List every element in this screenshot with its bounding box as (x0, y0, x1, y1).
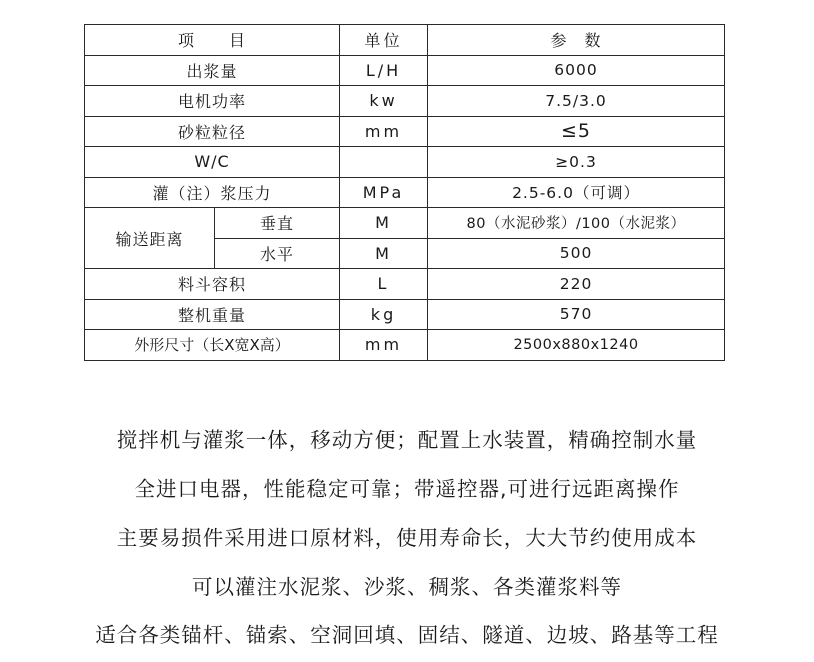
row-value: 500 (428, 238, 725, 269)
description-line: 适合各类锚杆、锚索、空洞回填、固结、隧道、边坡、路基等工程 (95, 623, 719, 647)
row-value: 220 (428, 269, 725, 300)
table-row (85, 269, 725, 300)
description-line: 主要易损件采用进口原材料，使用寿命长，大大节约使用成本 (116, 526, 698, 550)
table-row (85, 299, 725, 330)
row-unit: MPa (340, 177, 428, 208)
row-value: 80（水泥砂浆）/100（水泥浆） (428, 208, 725, 239)
row-item: 料斗容积 (85, 269, 340, 300)
row-unit: mm (340, 116, 428, 147)
table-row (85, 116, 725, 147)
row-item: 外形尺寸（长X宽X高） (85, 330, 340, 361)
row-unit: M (340, 238, 428, 269)
header-unit: 单位 (340, 25, 428, 56)
table-header-row (85, 25, 725, 56)
table-row (85, 208, 725, 239)
description-line: 全进口电器，性能稳定可靠；带遥控器,可进行远距离操作 (134, 477, 680, 501)
row-value: ≤5 (428, 116, 725, 147)
row-value: 7.5/3.0 (428, 86, 725, 117)
row-subitem: 垂直 (215, 208, 340, 239)
description-line: 可以灌注水泥浆、沙浆、稠浆、各类灌浆料等 (192, 575, 622, 599)
row-item: 灌（注）浆压力 (85, 177, 340, 208)
row-value: 6000 (428, 55, 725, 86)
row-unit: mm (340, 330, 428, 361)
header-item: 项 目 (85, 25, 340, 56)
table-row (85, 86, 725, 117)
row-value: 2.5-6.0（可调） (428, 177, 725, 208)
row-value: 570 (428, 299, 725, 330)
table-row (85, 147, 725, 178)
description-line: 搅拌机与灌浆一体，移动方便；配置上水装置，精确控制水量 (116, 428, 698, 452)
row-unit: kw (340, 86, 428, 117)
row-item: 砂粒粒径 (85, 116, 340, 147)
table-row (85, 330, 725, 361)
table-row (85, 55, 725, 86)
table-row (85, 177, 725, 208)
row-item: 出浆量 (85, 55, 340, 86)
row-unit: L/H (340, 55, 428, 86)
row-subitem: 水平 (215, 238, 340, 269)
row-value: 2500x880x1240 (428, 330, 725, 361)
group-label: 输送距离 (85, 208, 215, 269)
header-value: 参 数 (428, 25, 725, 56)
row-item: 电机功率 (85, 86, 340, 117)
row-value: ≥0.3 (428, 147, 725, 178)
row-unit: kg (340, 299, 428, 330)
row-unit (340, 147, 428, 178)
spec-table (84, 24, 725, 361)
row-item: W/C (85, 147, 340, 178)
row-unit: M (340, 208, 428, 239)
row-unit: L (340, 269, 428, 300)
row-item: 整机重量 (85, 299, 340, 330)
